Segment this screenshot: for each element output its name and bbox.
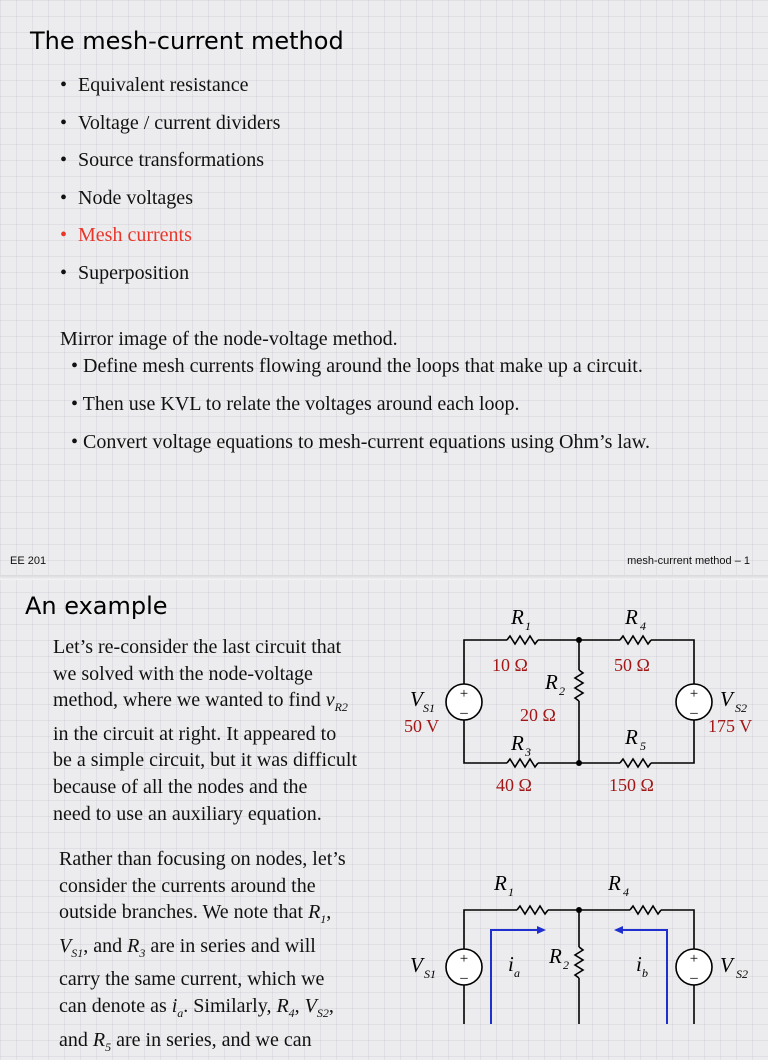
node-dot [576,907,582,913]
svg-text:+: + [689,951,699,967]
svg-text:S2: S2 [736,967,748,981]
paragraph-2: Rather than focusing on nodes, let’s consider the currents around the outside branches. We note that $R_1$, $V_{S1}$, and $R_3$ are in series and will carry the same current, which we can denote as $i_a$. Similarly, $R_4$, $V_{S2}$, and $R_5$ are in series, and we can [59,848,346,1054]
svg-text:a: a [514,966,520,980]
topic-item: • Voltage / current dividers [60,111,281,134]
footer-course: EE 201 [10,555,47,567]
label-r2: R [549,944,562,968]
svg-text:4: 4 [623,885,629,899]
label-r5: R [625,725,638,749]
arrow-right-icon [537,926,546,934]
intro-text: Mirror image of the node-voltage method. [60,328,398,350]
label-ia: i [508,952,514,976]
topic-list [60,74,280,299]
topic-item: • Equivalent resistance [60,74,249,96]
circuit-diagram-1 [0,580,768,1024]
resistor-zigzag [507,636,538,644]
label-vs1: V [410,687,423,711]
resistor-zigzag [517,906,548,914]
svg-text:+: + [459,951,469,967]
sub-bullet: • Convert voltage equations to mesh-current equations using Ohm’s law. [71,431,650,453]
arrow-left-icon [614,926,623,934]
footer-page: mesh-current method – 1 [627,555,750,567]
svg-text:–: – [690,705,698,721]
svg-text:–: – [460,970,468,986]
value-r2: 20 Ω [520,705,556,725]
svg-text:2: 2 [563,958,569,972]
resistor-zigzag [575,947,583,978]
node-dot [576,637,582,643]
svg-text:1: 1 [508,885,514,899]
resistor-zigzag [630,906,661,914]
value-r1: 10 Ω [492,655,528,675]
label-vs2: V [720,687,733,711]
svg-text:b: b [642,966,648,980]
topic-item-highlighted: • Mesh currents [60,224,192,246]
label-ib: i [636,952,642,976]
label-r4: R [608,871,621,895]
resistor-zigzag [575,670,583,701]
svg-text:4: 4 [640,619,646,633]
label-r1: R [494,871,507,895]
value-r3: 40 Ω [496,775,532,795]
svg-text:1: 1 [525,619,531,633]
svg-text:3: 3 [525,745,531,759]
label-vs1: V [410,953,423,977]
resistor-zigzag [620,636,651,644]
node-dot [576,760,582,766]
label-vs2: V [720,953,733,977]
svg-text:S2: S2 [735,701,747,715]
svg-text:+: + [689,686,699,702]
svg-text:+: + [459,686,469,702]
label-r4: R [625,605,638,629]
svg-text:–: – [690,970,698,986]
value-r4: 50 Ω [614,655,650,675]
circuit-2-wires [464,906,694,1024]
sub-bullet: • Then use KVL to relate the voltages around each loop. [71,393,520,415]
topic-item: • Source transformations [60,149,265,171]
svg-text:2: 2 [559,684,565,698]
label-r3: R [511,731,524,755]
topic-item: • Superposition [60,261,190,284]
slide-2 [0,580,768,1054]
resistor-zigzag [507,759,538,767]
label-r1: R [511,605,524,629]
svg-text:5: 5 [640,739,646,753]
slide-title: An example [25,592,168,620]
value-vs1: 50 V [404,716,440,736]
resistor-zigzag [620,759,651,767]
svg-text:–: – [460,705,468,721]
svg-text:S1: S1 [423,701,435,715]
value-r5: 150 Ω [609,775,654,795]
sub-bullet: • Define mesh currents flowing around the loops that make up a circuit. [71,355,643,377]
value-vs2: 175 V [708,716,753,736]
svg-text:S1: S1 [424,967,436,981]
topic-item: • Node voltages [60,186,193,209]
paragraph-1: Let’s re-consider the last circuit that we solved with the node-voltage method, where we wanted to find $v_{R2}$ in the circuit at right. It appeared to be a simple circuit, but it was difficult because of all the nodes and the need to use an auxiliary equation. [53,636,358,825]
label-r2: R [545,670,558,694]
slide-title: The mesh-current method [30,27,344,55]
